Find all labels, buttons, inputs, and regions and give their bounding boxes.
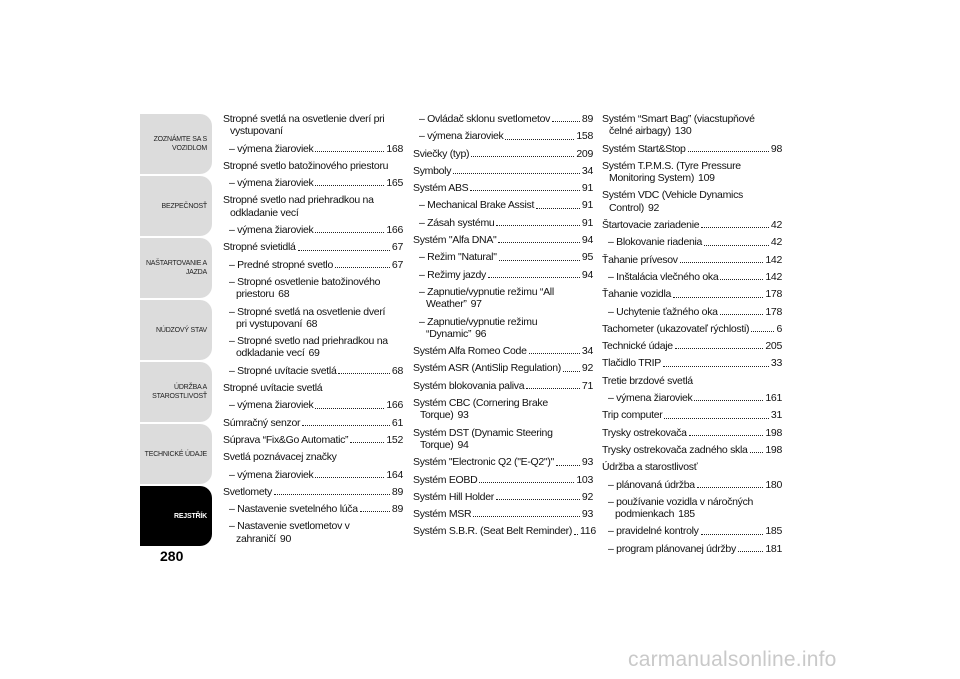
page-reference[interactable]: 91 <box>581 216 593 229</box>
dot-leader <box>470 190 580 191</box>
dot-leader <box>505 139 574 140</box>
entry-text: – pravidelné kontroly <box>608 525 699 538</box>
entry-text: – Blokovanie riadenia <box>608 236 703 249</box>
page-reference[interactable]: 34 <box>581 345 593 358</box>
page-reference[interactable]: 67 <box>391 258 403 271</box>
dot-leader <box>335 267 390 268</box>
entry-text: Torque) <box>420 409 454 422</box>
index-entry <box>413 182 593 194</box>
chapter-tab[interactable] <box>140 114 212 174</box>
dot-leader <box>471 156 574 157</box>
index-entry <box>223 417 403 429</box>
dot-leader <box>488 277 580 278</box>
entry-text: Systém blokovania paliva <box>413 379 525 392</box>
page-reference[interactable]: 185 <box>765 525 782 538</box>
entry-text: Systém T.P.M.S. (Tyre Pressure <box>602 159 741 172</box>
chapter-tab[interactable] <box>140 486 212 546</box>
entry-text: Systém Start&Stop <box>602 142 686 155</box>
index-entry <box>413 345 593 357</box>
index-entry <box>602 143 782 155</box>
index-entry <box>602 461 782 473</box>
chapter-tab[interactable] <box>140 424 212 484</box>
entry-text: Systém EOBD <box>413 473 478 486</box>
entry-text: Stropné svetlá na osvetlenie dverí pri <box>223 113 385 125</box>
dot-leader <box>496 499 580 500</box>
index-entry <box>602 113 782 138</box>
dot-leader <box>688 151 769 152</box>
entry-text: Štartovacie zariadenie <box>602 219 700 232</box>
chapter-tabs <box>140 114 212 548</box>
index-entry <box>602 357 782 369</box>
page-reference[interactable]: 91 <box>581 199 593 212</box>
page-reference[interactable]: 103 <box>576 473 593 486</box>
dot-leader <box>536 208 580 209</box>
page-reference[interactable]: 142 <box>765 253 782 266</box>
dot-leader <box>552 121 580 122</box>
page-reference[interactable]: 164 <box>386 468 403 481</box>
index-entry <box>223 365 403 377</box>
entry-text: Weather” <box>426 298 467 311</box>
index-entry <box>413 113 593 125</box>
index-entry <box>413 508 593 520</box>
index-entry <box>223 276 403 301</box>
index-entry <box>223 306 403 331</box>
page-reference[interactable]: 178 <box>765 288 782 301</box>
entry-text: – Mechanical Brake Assist <box>419 199 535 212</box>
index-entry <box>602 525 782 537</box>
page-reference[interactable]: 180 <box>765 478 782 491</box>
page-reference[interactable]: 68 <box>391 364 403 377</box>
page-reference[interactable]: 6 <box>776 322 782 335</box>
chapter-tab[interactable] <box>140 300 212 360</box>
page-reference[interactable]: 97 <box>470 298 482 311</box>
page-reference[interactable]: 209 <box>576 147 593 160</box>
entry-text: Systém ASR (AntiSlip Regulation) <box>413 362 561 375</box>
index-entry <box>602 496 782 521</box>
page-reference[interactable]: 152 <box>386 433 403 446</box>
page-reference[interactable]: 68 <box>306 317 318 330</box>
page-reference[interactable]: 93 <box>457 409 469 422</box>
page-reference[interactable]: 166 <box>386 224 403 237</box>
index-entry <box>602 254 782 266</box>
chapter-tab-label: NÚDZOVÝ STAV <box>155 326 207 334</box>
entry-text: Sviečky (typ) <box>413 147 470 160</box>
page-number: 280 <box>160 548 184 564</box>
entry-text: Systém DST (Dynamic Steering <box>413 426 553 439</box>
entry-text: Systém Hill Holder <box>413 490 494 503</box>
index-entry <box>223 335 403 360</box>
page-reference[interactable]: 96 <box>475 327 487 340</box>
entry-text: Údržba a starostlivosť <box>602 461 698 474</box>
dot-leader <box>479 482 574 483</box>
index-entry <box>602 340 782 352</box>
index-entry <box>413 456 593 468</box>
entry-text: Systém ABS <box>413 182 469 195</box>
index-entry <box>602 409 782 421</box>
page-reference[interactable]: 158 <box>576 130 593 143</box>
page-reference[interactable]: 93 <box>581 508 593 521</box>
index-entry <box>602 236 782 248</box>
index-entry <box>413 380 593 392</box>
dot-leader <box>298 250 390 251</box>
chapter-tab[interactable] <box>140 238 212 298</box>
index-entry <box>413 130 593 142</box>
chapter-tab-label: TECHNICKÉ ÚDAJE <box>144 450 207 458</box>
entry-text: Systém "Alfa DNA" <box>413 234 497 247</box>
index-entry <box>602 375 782 387</box>
dot-leader <box>453 173 580 174</box>
dot-leader <box>556 465 580 466</box>
entry-text: Technické údaje <box>602 340 673 353</box>
entry-text: – Zapnutie/vypnutie režimu “All <box>419 285 554 298</box>
entry-text: – Zapnutie/vypnutie režimu <box>419 315 538 328</box>
index-entry <box>602 392 782 404</box>
dot-leader <box>338 373 389 374</box>
index-entry <box>413 491 593 503</box>
dot-leader <box>302 425 390 426</box>
dot-leader <box>315 232 384 233</box>
entry-text: Tretie brzdové svetlá <box>602 374 693 387</box>
entry-text: vystupovaní <box>230 125 283 138</box>
dot-leader <box>680 262 764 263</box>
page-reference[interactable]: 61 <box>391 416 403 429</box>
dot-leader <box>675 348 764 349</box>
page-reference[interactable]: 89 <box>391 503 403 516</box>
entry-text: – Režim "Natural" <box>419 251 497 264</box>
entry-text: – Stropné osvetlenie batožinového <box>229 275 381 288</box>
entry-text: – výmena žiaroviek <box>229 399 314 412</box>
page-reference[interactable]: 94 <box>581 268 593 281</box>
entry-text: Stropné svetlo batožinového priestoru <box>223 159 389 172</box>
entry-text: odkladanie vecí <box>230 206 299 219</box>
entry-text: Súprava “Fix&Go Automatic” <box>223 433 349 446</box>
index-entry <box>602 427 782 439</box>
dot-leader <box>496 225 579 226</box>
dot-leader <box>350 442 384 443</box>
index-entry <box>602 189 782 214</box>
page-reference[interactable]: 71 <box>581 379 593 392</box>
dot-leader <box>498 242 579 243</box>
page-reference[interactable]: 166 <box>386 399 403 412</box>
chapter-tab[interactable] <box>140 176 212 236</box>
index-entry <box>413 148 593 160</box>
index-entry <box>223 177 403 189</box>
index-entry <box>413 427 593 452</box>
dot-leader <box>360 511 390 512</box>
entry-text: Systém "Electronic Q2 ("E-Q2")" <box>413 456 554 469</box>
dot-leader <box>720 314 764 315</box>
entry-text: – Nastavenie svetelného lúča <box>229 503 358 516</box>
index-entry <box>413 165 593 177</box>
page-reference[interactable]: 92 <box>647 201 660 214</box>
index-entry <box>602 543 782 555</box>
page-reference[interactable]: 205 <box>765 340 782 353</box>
entry-text: Svetlá poznávacej značky <box>223 451 337 464</box>
index-entry <box>223 469 403 481</box>
entry-text: Control) <box>609 201 644 214</box>
entry-text: Stropné svietidlá <box>223 241 296 254</box>
dot-leader <box>315 185 384 186</box>
entry-text: čelné airbagy) <box>609 125 671 138</box>
entry-text: Tlačidlo TRIP <box>602 357 661 370</box>
page-reference[interactable]: 94 <box>581 234 593 247</box>
dot-leader <box>694 400 763 401</box>
page-reference[interactable]: 165 <box>386 177 403 190</box>
dot-leader <box>315 151 384 152</box>
index-entry <box>413 397 593 422</box>
page-reference[interactable]: 89 <box>581 113 593 125</box>
entry-text: podmienkach <box>615 508 675 521</box>
index-entry <box>602 288 782 300</box>
index-entry <box>223 434 403 446</box>
index-entry <box>223 503 403 515</box>
dot-leader <box>315 477 384 478</box>
entry-text: Systém CBC (Cornering Brake <box>413 397 548 410</box>
chapter-tab-label: BEZPEČNOSŤ <box>161 202 207 210</box>
page-reference[interactable]: 198 <box>765 426 782 439</box>
index-entry <box>223 399 403 411</box>
page-reference[interactable]: 90 <box>279 532 291 545</box>
chapter-tab-label: REJSTŘÍK <box>173 512 207 520</box>
entry-text: Torque) <box>420 438 454 451</box>
page-reference[interactable]: 89 <box>391 485 403 498</box>
entry-text: Systém S.B.R. (Seat Belt Reminder) <box>413 525 573 538</box>
page-reference[interactable]: 42 <box>770 236 782 249</box>
index-column-3 <box>602 113 782 560</box>
entry-text: – Režimy jazdy <box>419 268 486 281</box>
entry-text: zahraničí <box>236 532 276 545</box>
entry-text: Stropné uvítacie svetlá <box>223 382 323 395</box>
page-reference[interactable]: 185 <box>678 508 695 521</box>
index-entry <box>602 306 782 318</box>
page-reference[interactable]: 161 <box>765 392 782 405</box>
index-entry <box>223 241 403 253</box>
entry-text: – Stropné uvítacie svetlá <box>229 364 337 377</box>
page-reference[interactable]: 198 <box>765 443 782 456</box>
dot-leader <box>697 487 764 488</box>
dot-leader <box>750 452 764 453</box>
page-reference[interactable]: 116 <box>580 525 596 538</box>
chapter-tab-label: NAŠTARTOVANIE A JAZDA <box>145 260 207 276</box>
entry-text: – výmena žiaroviek <box>229 468 314 481</box>
chapter-tab[interactable] <box>140 362 212 422</box>
dot-leader <box>499 260 580 261</box>
index-entry <box>223 382 403 394</box>
index-entry <box>602 219 782 231</box>
entry-text: – Uchytenie ťažného oka <box>608 305 718 318</box>
entry-text: – výmena žiaroviek <box>419 130 504 143</box>
entry-text: priestoru <box>236 288 275 301</box>
entry-text: Systém VDC (Vehicle Dynamics <box>602 189 743 202</box>
page-reference[interactable]: 95 <box>581 251 593 264</box>
entry-text: – Nastavenie svetlometov v <box>229 520 350 533</box>
entry-text: Symboly <box>413 164 452 177</box>
dot-leader <box>574 534 578 535</box>
entry-text: – výmena žiaroviek <box>229 142 314 155</box>
index-entry <box>413 217 593 229</box>
entry-text: – Zásah systému <box>419 216 495 229</box>
index-entry <box>602 160 782 185</box>
dot-leader <box>704 245 769 246</box>
page-reference[interactable]: 31 <box>770 409 782 422</box>
dot-leader <box>701 227 769 228</box>
dot-leader <box>673 297 763 298</box>
index-entry <box>413 234 593 246</box>
entry-text: Stropné svetlo nad priehradkou na <box>223 194 374 207</box>
index-entry <box>223 113 403 138</box>
page-reference[interactable]: 92 <box>581 362 593 375</box>
index-entry <box>413 316 593 341</box>
entry-text: – Predné stropné svetlo <box>229 258 334 271</box>
chapter-tab-label: ÚDRŽBA A STAROSTLIVOSŤ <box>152 384 207 400</box>
dot-leader <box>274 494 390 495</box>
page-reference[interactable]: 33 <box>770 357 782 370</box>
page-reference[interactable]: 91 <box>581 182 593 195</box>
entry-text: Systém Alfa Romeo Code <box>413 345 527 358</box>
dot-leader <box>663 366 769 367</box>
page-reference[interactable]: 98 <box>770 142 782 155</box>
index-entry <box>602 479 782 491</box>
entry-text: odkladanie vecí <box>236 347 305 360</box>
index-entry <box>223 451 403 463</box>
entry-text: – Ovládač sklonu svetlometov <box>419 113 551 125</box>
index-entry <box>413 362 593 374</box>
index-entry <box>413 199 593 211</box>
watermark: carmanualsonline.info <box>628 648 837 671</box>
page-reference[interactable]: 130 <box>674 125 692 138</box>
page-reference[interactable]: 92 <box>581 490 593 503</box>
entry-text: “Dynamic” <box>426 327 472 340</box>
entry-text: – Stropné svetlo nad priehradkou na <box>229 335 388 348</box>
dot-leader <box>563 371 580 372</box>
page-reference[interactable]: 68 <box>278 288 290 301</box>
entry-text: – plánovaná údržba <box>608 478 695 491</box>
index-entry <box>602 444 782 456</box>
index-entry <box>223 486 403 498</box>
dot-leader <box>526 388 580 389</box>
dot-leader <box>701 534 764 535</box>
dot-leader <box>751 331 774 332</box>
entry-text: Ťahanie vozidla <box>602 288 672 301</box>
chapter-tab-label: ZOZNÁMTE SA S VOZIDLOM <box>153 136 207 152</box>
index-entry <box>413 525 596 538</box>
page-reference[interactable]: 94 <box>457 438 469 451</box>
entry-text: – Stropné svetlá na osvetlenie dverí <box>229 305 386 318</box>
page-reference[interactable]: 42 <box>770 219 782 232</box>
page-reference[interactable]: 67 <box>391 241 403 254</box>
page-reference[interactable]: 142 <box>765 270 782 283</box>
entry-text: Trysky ostrekovača zadného skla <box>602 443 748 456</box>
entry-text: Systém MSR <box>413 508 472 521</box>
dot-leader <box>315 408 384 409</box>
entry-text: Monitoring System) <box>609 172 695 185</box>
dot-leader <box>738 551 763 552</box>
dot-leader <box>664 418 768 419</box>
entry-text: Trysky ostrekovača <box>602 426 687 439</box>
entry-text: Trip computer <box>602 409 663 422</box>
index-entry <box>223 160 403 172</box>
page-reference[interactable]: 93 <box>581 456 593 469</box>
entry-text: Svetlomety <box>223 485 272 498</box>
index-entry <box>223 259 403 271</box>
page-reference[interactable]: 69 <box>308 347 320 360</box>
entry-text: – používanie vozidla v náročných <box>608 495 754 508</box>
page-reference[interactable]: 34 <box>581 164 593 177</box>
page-reference[interactable]: 181 <box>765 542 782 555</box>
entry-text: – výmena žiaroviek <box>608 392 693 405</box>
entry-text: Systém “Smart Bag” (viacstupňové <box>602 113 755 125</box>
dot-leader <box>689 435 764 436</box>
index-entry <box>602 271 782 283</box>
page-reference[interactable]: 168 <box>386 142 403 155</box>
entry-text: – výmena žiaroviek <box>229 224 314 237</box>
index-entry <box>413 269 593 281</box>
index-column-1 <box>223 113 403 550</box>
index-entry <box>223 520 403 545</box>
index-entry <box>413 251 593 263</box>
index-entry <box>223 224 403 236</box>
entry-text: Tachometer (ukazovateľ rýchlosti) <box>602 322 750 335</box>
entry-text: Súmračný senzor <box>223 416 301 429</box>
entry-text: pri vystupovaní <box>236 317 303 330</box>
entry-text: – program plánovanej údržby <box>608 542 736 555</box>
entry-text: Ťahanie prívesov <box>602 253 678 266</box>
page-reference[interactable]: 109 <box>698 172 715 185</box>
dot-leader <box>473 516 580 517</box>
dot-leader <box>529 353 580 354</box>
index-entry <box>413 286 593 311</box>
dot-leader <box>720 279 763 280</box>
index-entry <box>223 194 403 219</box>
index-entry <box>602 323 782 335</box>
entry-text: – Inštalácia vlečného oka <box>608 270 719 283</box>
index-entry <box>413 474 593 486</box>
index-entry <box>223 143 403 155</box>
entry-text: – výmena žiaroviek <box>229 177 314 190</box>
page-reference[interactable]: 178 <box>765 305 782 318</box>
index-column-2 <box>413 113 596 543</box>
